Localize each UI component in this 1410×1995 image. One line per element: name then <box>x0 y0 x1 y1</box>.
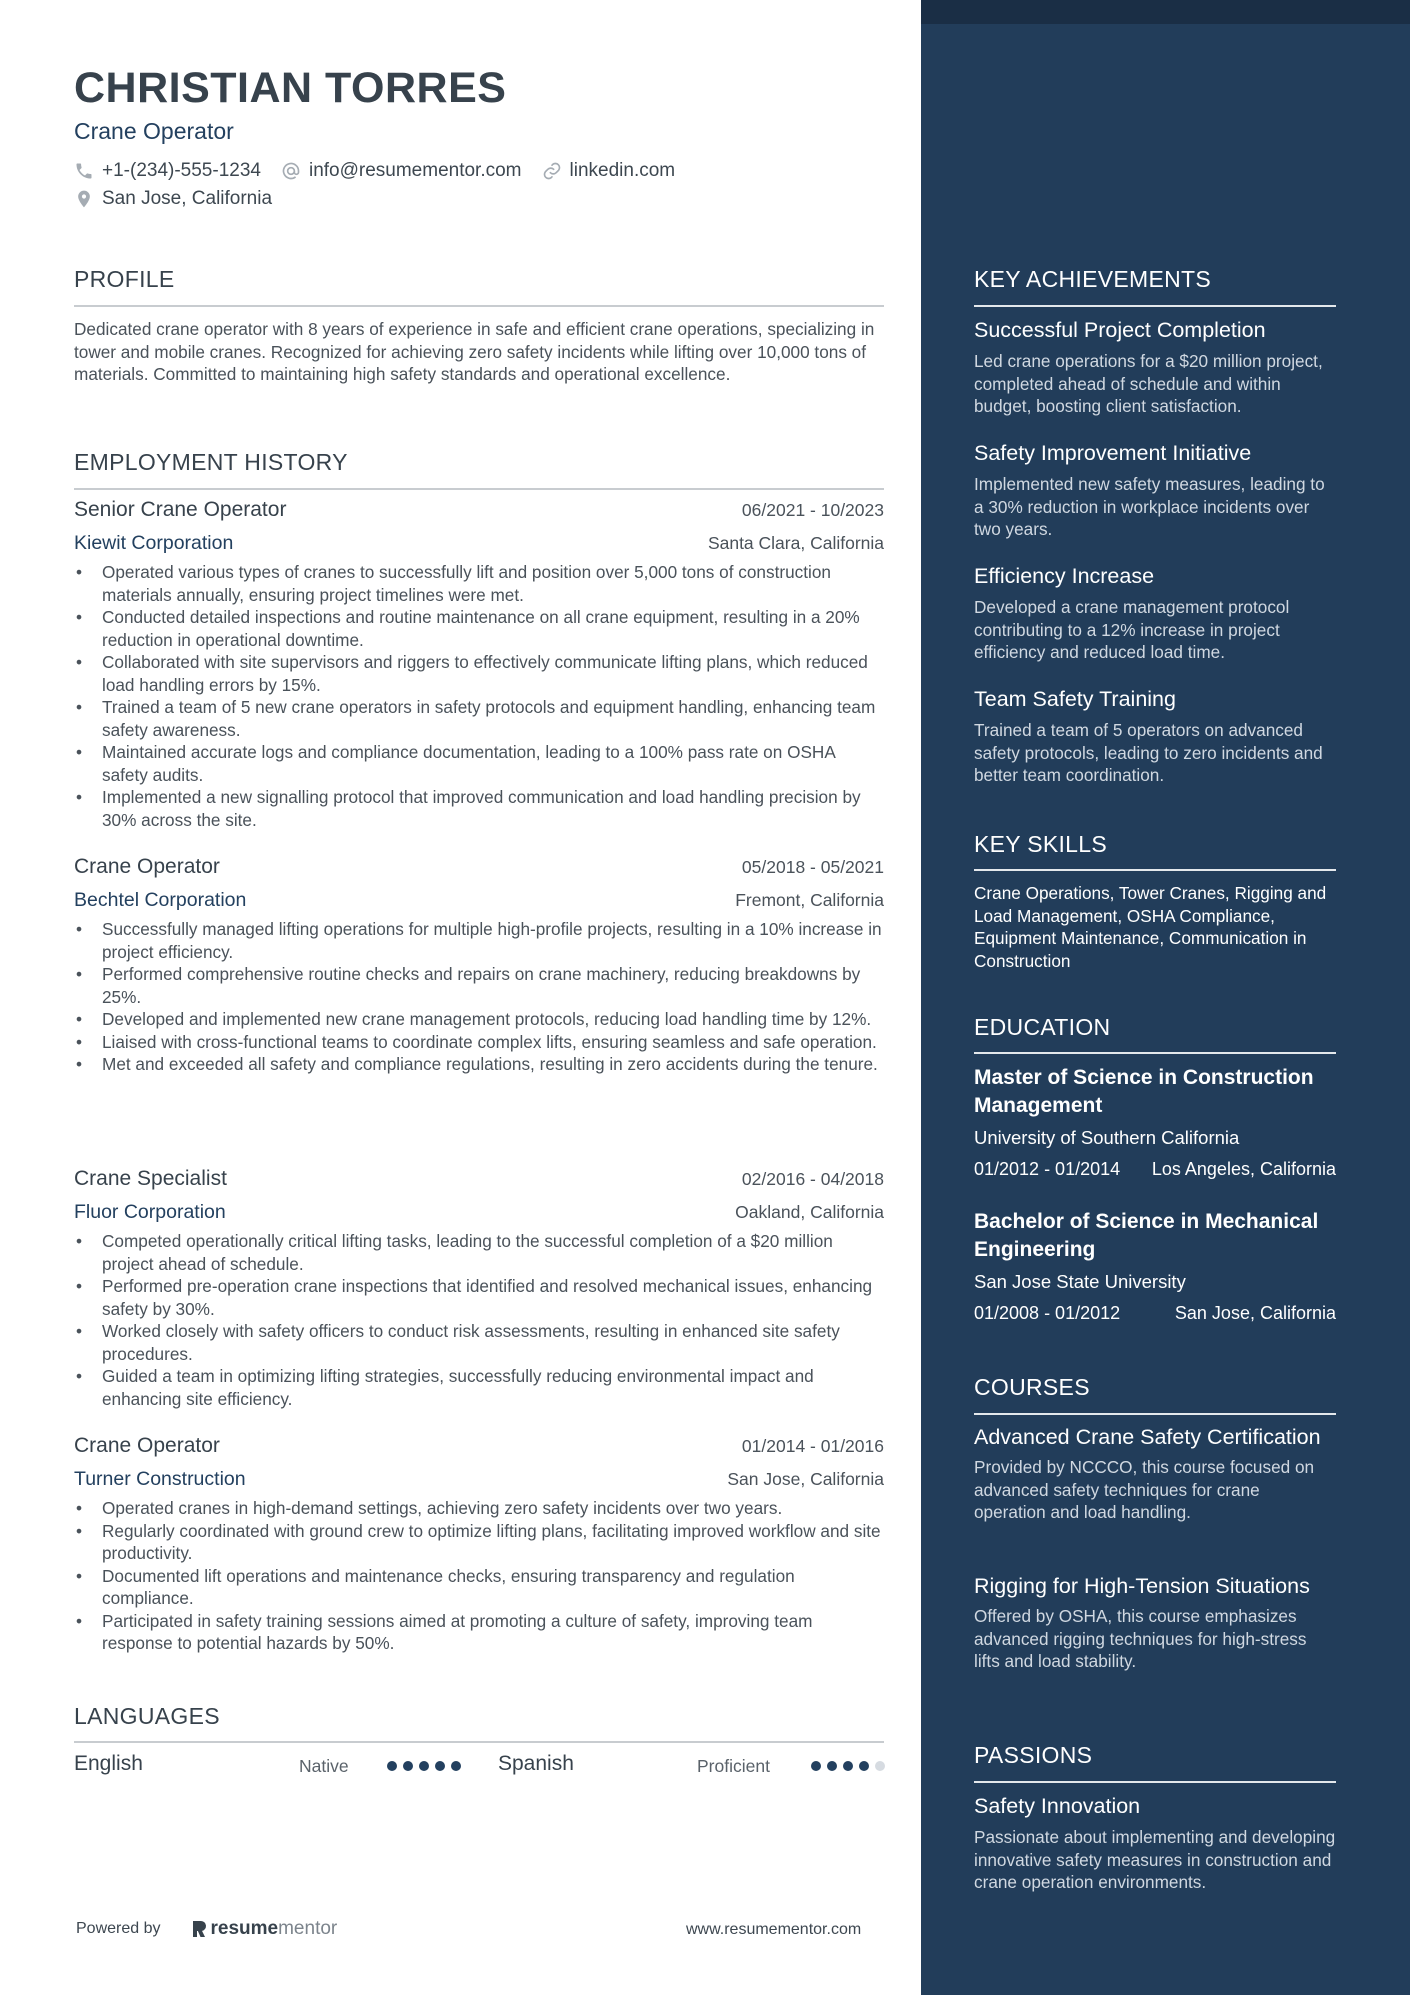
rating-dot-filled <box>843 1761 853 1771</box>
language-rating <box>811 1761 891 1771</box>
achievement-item <box>974 440 1336 541</box>
list-item: • Guided a team in optimizing lifting strategies, successfully reducing environmental impact and enhancing site efficiency. <box>74 1365 884 1410</box>
education-school: University of Southern California <box>974 1127 1240 1148</box>
course-item <box>974 1573 1336 1673</box>
job-dates: 05/2018 - 05/2021 <box>741 857 884 877</box>
education-dates: 01/2008 - 01/2012 <box>974 1303 1121 1323</box>
list-item: • Developed and implemented new crane management protocols, reducing load handling time by 12%. <box>74 1008 884 1031</box>
language-name: English <box>74 1752 143 1775</box>
passion-heading: Safety Innovation <box>974 1794 1141 1818</box>
contact-linkedin[interactable] <box>542 160 676 182</box>
job-entry <box>74 1434 884 1655</box>
languages-heading: LANGUAGES <box>74 1703 220 1729</box>
job-entry <box>74 1167 884 1410</box>
contact-location <box>74 188 272 210</box>
achievement-text: Implemented new safety measures, leading to a 30% reduction in workplace incidents over two years. <box>974 474 1325 539</box>
brand-bold: resume <box>210 1918 279 1939</box>
job-dates: 06/2021 - 10/2023 <box>741 500 884 520</box>
education-heading: EDUCATION <box>974 1014 1111 1040</box>
passions-heading: PASSIONS <box>974 1742 1093 1768</box>
achievement-item <box>974 563 1336 664</box>
linkedin-text: linkedin.com <box>569 160 676 181</box>
rating-dot-filled <box>387 1761 397 1771</box>
languages-row <box>74 1752 884 1782</box>
achievement-text: Trained a team of 5 operators on advanced safety protocols, leading to zero incidents and better team coordination. <box>974 720 1323 785</box>
job-title: Crane Operator <box>74 1434 220 1457</box>
achievement-heading: Successful Project Completion <box>974 318 1266 342</box>
achievement-text: Led crane operations for a $20 million project, completed ahead of schedule and within budget, boosting client satisfaction. <box>974 351 1323 416</box>
footer-website[interactable]: www.resumementor.com <box>686 1921 862 1938</box>
achievements-heading: KEY ACHIEVEMENTS <box>974 266 1212 292</box>
passions-divider <box>974 1781 1336 1783</box>
list-item: • Documented lift operations and maintenance checks, ensuring transparency and regulation compliance. <box>74 1565 884 1610</box>
list-item: • Collaborated with site supervisors and riggers to effectively communicate lifting plans, which reduced load handling errors by 15%. <box>74 651 884 696</box>
employment-divider <box>74 488 884 490</box>
list-item: • Performed comprehensive routine checks and repairs on crane machinery, reducing breakdowns by 25%. <box>74 963 884 1008</box>
education-location: Los Angeles, California <box>1151 1159 1336 1179</box>
course-text: Provided by NCCCO, this course focused on advanced safety techniques for crane operation and load handling. <box>974 1457 1315 1522</box>
language-name: Spanish <box>498 1752 574 1775</box>
rating-dot-filled <box>451 1761 461 1771</box>
education-degree: Bachelor of Science in Mechanical Engineering <box>974 1210 1319 1261</box>
profile-heading: PROFILE <box>74 266 175 292</box>
list-item: • Conducted detailed inspections and routine maintenance on all crane equipment, resulting in a 20% reduction in operational downtime. <box>74 606 884 651</box>
courses-heading: COURSES <box>974 1374 1090 1400</box>
rating-dot-filled <box>435 1761 445 1771</box>
sidebar-top-band <box>921 0 1410 24</box>
course-heading: Advanced Crane Safety Certification <box>974 1425 1321 1449</box>
rating-dot-empty <box>875 1761 885 1771</box>
course-text: Offered by OSHA, this course emphasizes advanced rigging techniques for high-stress lifts and load stability. <box>974 1606 1307 1671</box>
job-company: Bechtel Corporation <box>74 889 247 911</box>
job-location: Santa Clara, California <box>707 533 884 553</box>
list-item: • Trained a team of 5 new crane operators in safety protocols and equipment handling, enhancing team safety awareness. <box>74 696 884 741</box>
job-bullets <box>74 561 884 831</box>
list-item: • Regularly coordinated with ground crew to optimize lifting plans, facilitating improved workflow and site productivity. <box>74 1520 884 1565</box>
location-text: San Jose, California <box>102 188 273 209</box>
job-company: Fluor Corporation <box>74 1201 226 1223</box>
job-dates: 02/2016 - 04/2018 <box>741 1169 884 1189</box>
skills-text: Crane Operations, Tower Cranes, Rigging and Load Management, OSHA Compliance, Equipment Maintenance, Communication in Construction <box>974 883 1327 971</box>
achievement-item <box>974 317 1336 418</box>
skills-heading: KEY SKILLS <box>974 831 1107 857</box>
job-location: Fremont, California <box>735 890 884 910</box>
skills-divider <box>974 869 1336 871</box>
course-heading: Rigging for High-Tension Situations <box>974 1574 1310 1598</box>
list-item: • Liaised with cross-functional teams to coordinate complex lifts, ensuring seamless and safe operation. <box>74 1031 884 1054</box>
list-item: • Operated cranes in high-demand settings, achieving zero safety incidents over two years. <box>74 1497 884 1520</box>
job-company: Kiewit Corporation <box>74 532 234 554</box>
education-divider <box>974 1052 1336 1054</box>
language-level: Proficient <box>697 1756 770 1776</box>
languages-divider <box>74 1741 884 1743</box>
candidate-role: Crane Operator <box>74 118 234 144</box>
location-pin-icon <box>74 189 94 209</box>
at-icon <box>281 161 301 181</box>
education-location: San Jose, California <box>1174 1303 1336 1323</box>
list-item: • Maintained accurate logs and compliance documentation, leading to a 100% pass rate on OSHA safety audits. <box>74 741 884 786</box>
brand-logo[interactable] <box>191 1918 338 1940</box>
rating-dot-filled <box>859 1761 869 1771</box>
list-item: • Successfully managed lifting operations for multiple high-profile projects, resulting in a 10% increase in project efficiency. <box>74 918 884 963</box>
job-bullets <box>74 918 884 1076</box>
contact-phone[interactable] <box>74 160 261 182</box>
email-text: info@resumementor.com <box>308 160 522 181</box>
job-title: Crane Operator <box>74 855 220 878</box>
job-title: Senior Crane Operator <box>74 498 287 521</box>
achievement-item <box>974 686 1336 787</box>
education-school: San Jose State University <box>974 1271 1186 1292</box>
contact-row-2 <box>74 188 292 210</box>
language-rating <box>387 1761 467 1771</box>
sidebar <box>921 0 1410 1995</box>
job-entry <box>74 498 884 831</box>
education-degree: Master of Science in Construction Management <box>974 1066 1314 1117</box>
contact-email[interactable] <box>281 160 522 182</box>
education-dates: 01/2012 - 01/2014 <box>974 1159 1121 1179</box>
achievement-text: Developed a crane management protocol contributing to a 12% increase in project efficiency and reduced load time. <box>974 597 1290 662</box>
phone-icon <box>74 161 94 181</box>
powered-by-text: Powered by <box>76 1920 161 1937</box>
achievement-heading: Team Safety Training <box>974 687 1176 711</box>
courses-divider <box>974 1413 1336 1415</box>
achievement-heading: Safety Improvement Initiative <box>974 441 1252 465</box>
course-item <box>974 1424 1336 1524</box>
list-item: • Participated in safety training sessions aimed at promoting a culture of safety, improving team response to potential hazards by 50%. <box>74 1610 884 1655</box>
rating-dot-filled <box>827 1761 837 1771</box>
candidate-name: CHRISTIAN TORRES <box>74 64 507 112</box>
list-item: • Performed pre-operation crane inspections that identified and resolved mechanical issues, enhancing safety by 30%. <box>74 1275 884 1320</box>
contact-row <box>74 160 695 182</box>
language-level: Native <box>299 1756 349 1776</box>
profile-text: Dedicated crane operator with 8 years of experience in safe and efficient crane operations, specializing in tower and mobile cranes. Recognized for achieving zero safety incidents while lifting over 10,000 tons of materials. Committed to maintaining high safety standards and operational excellence. <box>74 319 875 384</box>
list-item: • Met and exceeded all safety and compliance regulations, resulting in zero accidents during the tenure. <box>74 1053 884 1076</box>
link-icon <box>542 161 562 181</box>
achievements-divider <box>974 305 1336 307</box>
job-location: San Jose, California <box>727 1469 884 1489</box>
employment-heading: EMPLOYMENT HISTORY <box>74 449 348 475</box>
rating-dot-filled <box>403 1761 413 1771</box>
job-bullets <box>74 1230 884 1410</box>
job-entry <box>74 855 884 1076</box>
list-item: • Implemented a new signalling protocol that improved communication and load handling precision by 30% across the site. <box>74 786 884 831</box>
achievement-heading: Efficiency Increase <box>974 564 1155 588</box>
list-item: • Worked closely with safety officers to conduct risk assessments, resulting in enhanced site safety procedures. <box>74 1320 884 1365</box>
job-title: Crane Specialist <box>74 1167 227 1190</box>
passion-text: Passionate about implementing and developing innovative safety measures in construction and crane operation environments. <box>974 1827 1336 1892</box>
profile-divider <box>74 305 884 307</box>
job-company: Turner Construction <box>74 1468 246 1490</box>
education-item <box>974 1064 1336 1180</box>
rating-dot-filled <box>811 1761 821 1771</box>
resumementor-logo-icon <box>191 1919 207 1939</box>
rating-dot-filled <box>419 1761 429 1771</box>
job-bullets <box>74 1497 884 1655</box>
list-item: • Operated various types of cranes to successfully lift and position over 5,000 tons of construction materials annually, ensuring project timelines were met. <box>74 561 884 606</box>
education-item <box>974 1208 1336 1324</box>
phone-text: +1-(234)-555-1234 <box>102 160 261 181</box>
passion-item <box>974 1793 1336 1894</box>
job-location: Oakland, California <box>735 1202 884 1222</box>
brand-light: mentor <box>278 1918 338 1939</box>
job-dates: 01/2014 - 01/2016 <box>741 1436 884 1456</box>
list-item: • Competed operationally critical lifting tasks, leading to the successful completion of a $20 million project ahead of schedule. <box>74 1230 884 1275</box>
footer-powered <box>76 1918 337 1940</box>
